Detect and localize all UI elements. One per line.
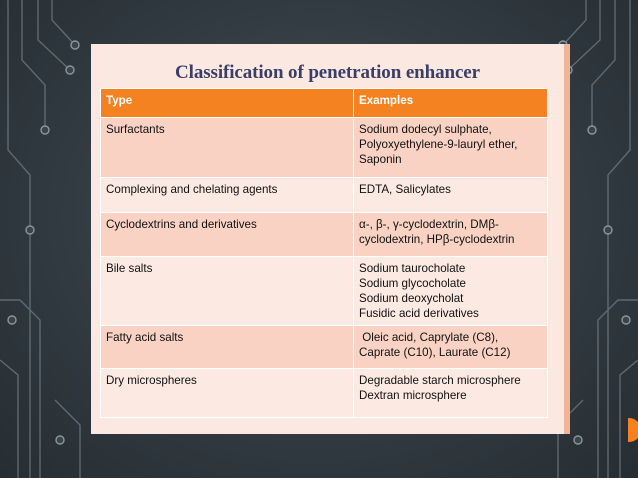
- table-row: [101, 257, 548, 326]
- orange-tab-decoration: [628, 418, 638, 442]
- table-row: [101, 118, 548, 178]
- header-examples: Examples: [354, 89, 548, 118]
- examples-cell: [354, 178, 548, 213]
- slide-title: Classification of penetration enhancer: [175, 62, 480, 83]
- examples-cell: [354, 118, 548, 178]
- type-text: Complexing and chelating agents: [106, 183, 278, 196]
- example-line: Sodium deoxycholat: [359, 292, 464, 305]
- type-cell: [101, 326, 354, 369]
- type-text: Cyclodextrins and derivatives: [106, 218, 257, 231]
- classification-table: [100, 88, 548, 418]
- table-row: [101, 178, 548, 213]
- examples-cell: [354, 369, 548, 418]
- table-row: [101, 326, 548, 369]
- example-line: Degradable starch microsphere: [359, 374, 521, 387]
- table-row: [101, 369, 548, 418]
- type-cell: [101, 178, 354, 213]
- example-line: cyclodextrin, HPβ-cyclodextrin: [359, 233, 515, 246]
- examples-cell: [354, 257, 548, 326]
- type-cell: [101, 257, 354, 326]
- table-header-row: [101, 89, 548, 118]
- examples-cell: [354, 213, 548, 257]
- type-text: Dry microspheres: [106, 374, 197, 387]
- table-row: [101, 213, 548, 257]
- type-text: Surfactants: [106, 123, 165, 136]
- example-line: Fusidic acid derivatives: [359, 307, 479, 320]
- type-text: Fatty acid salts: [106, 331, 184, 344]
- example-line: α-, β-, γ-cyclodextrin, DMβ-: [359, 218, 499, 231]
- type-cell: [101, 118, 354, 178]
- example-line: Saponin: [359, 153, 402, 166]
- example-line: Sodium glycocholate: [359, 277, 466, 290]
- example-line: Oleic acid, Caprylate (C8),: [359, 331, 499, 344]
- example-line: Polyoxyethylene-9-lauryl ether,: [359, 138, 518, 151]
- slide: [91, 44, 570, 434]
- type-cell: [101, 369, 354, 418]
- example-line: Sodium dodecyl sulphate,: [359, 123, 492, 136]
- type-text: Bile salts: [106, 262, 153, 275]
- header-type: Type: [101, 89, 354, 118]
- examples-cell: [354, 326, 548, 369]
- example-line: Dextran microsphere: [359, 389, 467, 402]
- example-line: EDTA, Salicylates: [359, 183, 451, 196]
- example-line: Caprate (C10), Laurate (C12): [359, 346, 511, 359]
- example-line: Sodium taurocholate: [359, 262, 466, 275]
- type-cell: [101, 213, 354, 257]
